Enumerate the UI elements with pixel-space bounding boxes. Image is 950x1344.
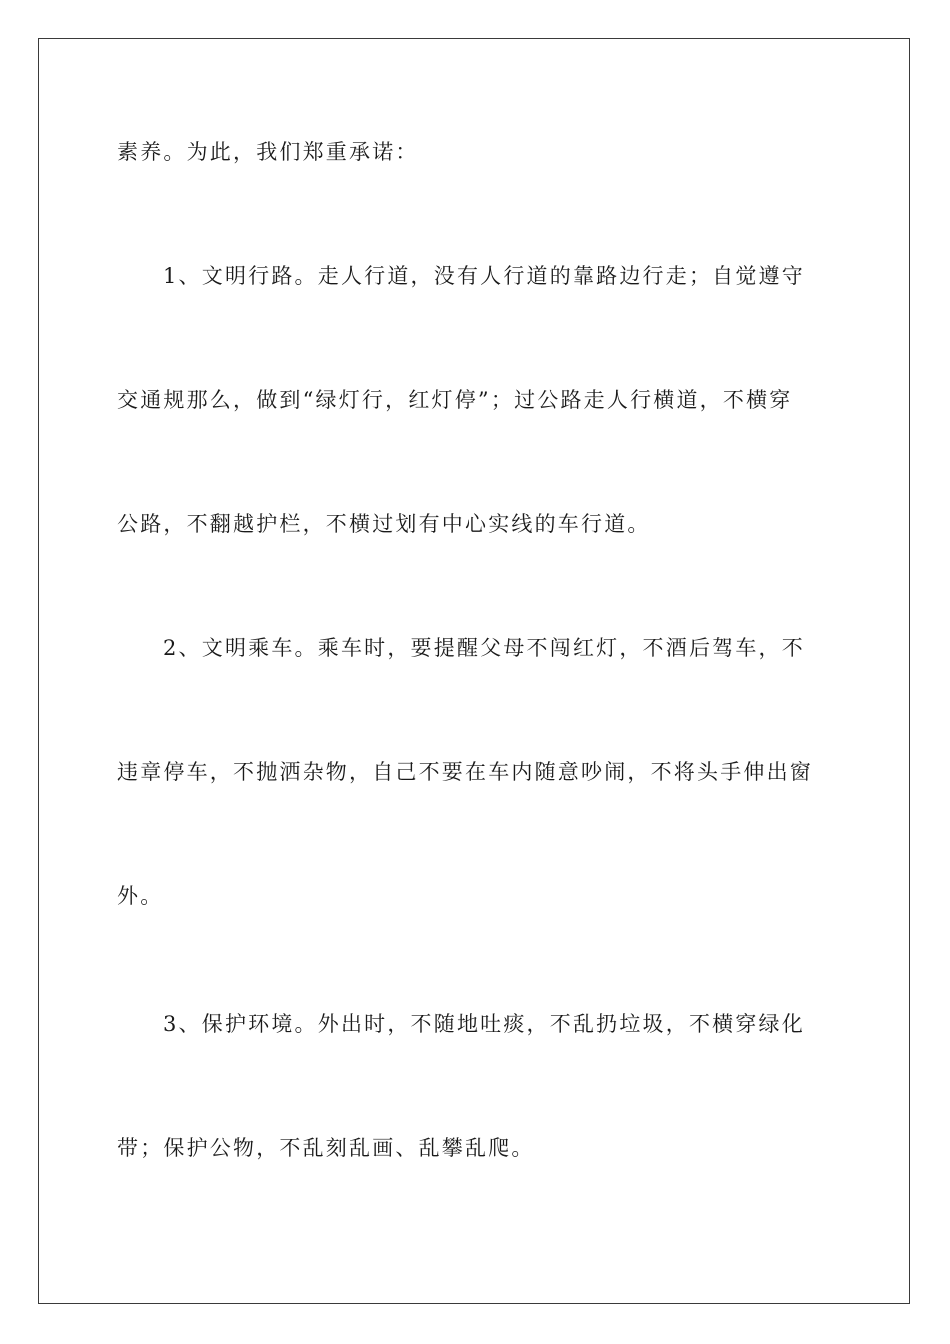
text-line-5: 2、文明乘车。乘车时，要提醒父母不闯红灯，不酒后驾车，不 (163, 636, 805, 660)
text-line-6: 违章停车，不抛洒杂物，自己不要在车内随意吵闹，不将头手伸出窗 (117, 760, 813, 784)
text-line-1: 素养。为此，我们郑重承诺： (117, 140, 419, 164)
text-line-7: 外。 (117, 884, 164, 908)
page-border (38, 38, 910, 1304)
text-line-9: 带；保护公物，不乱刻乱画、乱攀乱爬。 (117, 1136, 535, 1160)
text-line-2: 1、文明行路。走人行道，没有人行道的靠路边行走；自觉遵守 (163, 264, 805, 288)
text-line-4: 公路，不翻越护栏，不横过划有中心实线的车行道。 (117, 512, 651, 536)
text-line-8: 3、保护环境。外出时，不随地吐痰，不乱扔垃圾，不横穿绿化 (163, 1012, 805, 1036)
text-line-3: 交通规那么，做到“绿灯行，红灯停”；过公路走人行横道，不横穿 (117, 388, 793, 412)
